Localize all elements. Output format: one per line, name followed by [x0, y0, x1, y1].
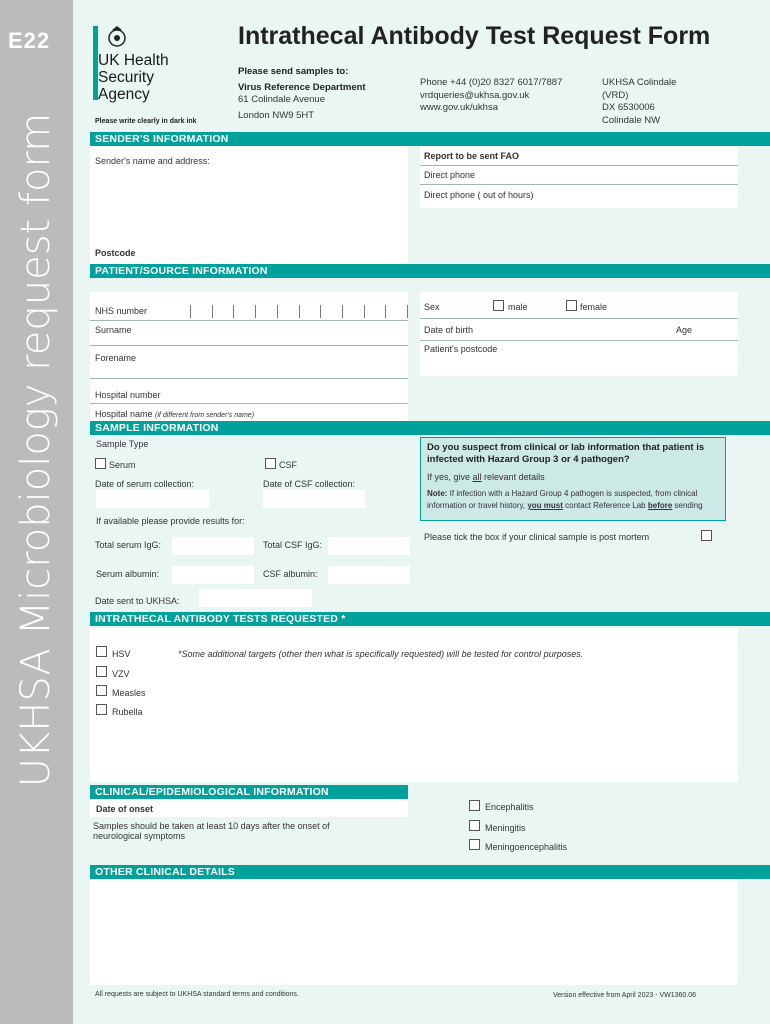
colindale-line-2: (VRD): [602, 89, 629, 101]
csf-albumin-field[interactable]: [328, 566, 410, 584]
agency-line-2: Security: [98, 69, 154, 86]
direct-phone-ooh-label: Direct phone ( out of hours): [424, 190, 534, 200]
surname-label: Surname: [95, 325, 132, 335]
version-text: Version effective from April 2023 - VW1360.06: [553, 992, 697, 999]
agency-line-1: UK Health: [98, 52, 169, 69]
sender-section-heading: SENDER'S INFORMATION: [90, 132, 770, 146]
csf-albumin-label: CSF albumin:: [263, 569, 318, 579]
total-serum-igg-field[interactable]: [172, 537, 254, 555]
dob-label: Date of birth: [424, 325, 474, 335]
csf-date-field[interactable]: [263, 490, 365, 508]
note-text-1: If infection with a Hazard Group 4 pathogen is suspected, from clinical information or travel history,: [427, 489, 698, 510]
agency-line-3: Agency: [98, 86, 150, 103]
hazard-yes-instructions: [427, 472, 719, 482]
date-sent-label: Date sent to UKHSA:: [95, 596, 180, 606]
meningoencephalitis-label: Meningoencephalitis: [485, 842, 568, 852]
tests-section-heading: INTRATHECAL ANTIBODY TESTS REQUESTED *: [90, 612, 770, 626]
hospital-name-label: [95, 409, 254, 419]
meningoencephalitis-checkbox[interactable]: [469, 839, 480, 850]
send-heading: Please send samples to:: [238, 66, 349, 77]
sample-section-heading: SAMPLE INFORMATION: [90, 421, 770, 435]
hazard-note: [427, 488, 719, 512]
measles-checkbox[interactable]: [96, 685, 107, 696]
csf-date-label: Date of CSF collection:: [263, 479, 356, 489]
divider: [420, 184, 738, 185]
hazard-question: Do you suspect from clinical or lab information that patient is infected with Hazard Group 3 or 4 pathogen?: [427, 442, 705, 465]
divider: [90, 403, 408, 404]
meningitis-label: Meningitis: [485, 823, 526, 833]
serum-date-label: Date of serum collection:: [95, 479, 195, 489]
note-label: Note:: [427, 489, 448, 498]
meningitis-checkbox[interactable]: [469, 820, 480, 831]
nhs-number-label: NHS number: [95, 306, 148, 316]
csf-checkbox[interactable]: [265, 458, 276, 469]
hazard-yes-pre: If yes, give: [427, 472, 473, 482]
colindale-line-1: UKHSA Colindale: [602, 77, 677, 88]
hazard-yes-all: all: [472, 472, 482, 482]
note-must: you must: [527, 501, 563, 510]
clinical-section-heading: CLINICAL/EPIDEMIOLOGICAL INFORMATION: [90, 785, 408, 799]
rubella-label: Rubella: [112, 707, 143, 717]
onset-date-label: Date of onset: [96, 804, 154, 814]
measles-label: Measles: [112, 688, 146, 698]
hazard-yes-post: relevant details: [481, 472, 545, 482]
results-label: If available please provide results for:: [96, 516, 245, 526]
patient-postcode-label: Patient's postcode: [424, 344, 498, 354]
age-label: Age: [676, 325, 693, 335]
address-line-1: 61 Colindale Avenue: [238, 94, 325, 105]
page-title: Intrathecal Antibody Test Request Form: [238, 22, 711, 50]
hospital-number-label: Hospital number: [95, 390, 161, 400]
total-csf-igg-label: Total CSF IgG:: [263, 540, 323, 550]
nhs-number-input[interactable]: [190, 305, 408, 318]
post-mortem-label: Please tick the box if your clinical sample is post mortem: [424, 532, 650, 542]
sample-type-label: Sample Type: [96, 439, 149, 449]
divider: [90, 320, 408, 321]
agency-name: [98, 52, 169, 103]
post-mortem-checkbox[interactable]: [701, 530, 712, 541]
rubella-checkbox[interactable]: [96, 704, 107, 715]
divider: [420, 165, 738, 166]
phone-text: Phone +44 (0)20 8327 6017/7887: [420, 77, 563, 88]
male-label: male: [508, 302, 528, 312]
department-name: Virus Reference Department: [238, 82, 366, 93]
csf-label: CSF: [279, 460, 297, 470]
serum-date-field[interactable]: [96, 490, 209, 508]
hsv-checkbox[interactable]: [96, 646, 107, 657]
serum-albumin-label: Serum albumin:: [96, 569, 160, 579]
serum-albumin-field[interactable]: [172, 566, 254, 584]
address-line-2: London NW9 5HT: [238, 110, 315, 121]
divider: [420, 318, 738, 319]
clear-ink-note: Please write clearly in dark ink: [95, 118, 197, 125]
vzv-label: VZV: [112, 669, 130, 679]
encephalitis-checkbox[interactable]: [469, 800, 480, 811]
colindale-block: [602, 77, 676, 127]
encephalitis-label: Encephalitis: [485, 802, 534, 812]
tests-note: *Some additional targets (other then what is specifically requested) will be tested for control purposes.: [178, 649, 584, 659]
sidebar: [0, 0, 73, 1024]
onset-note-2: neurological symptoms: [93, 831, 186, 841]
hsv-label: HSV: [112, 649, 131, 659]
royal-crest-icon: [104, 24, 130, 50]
sex-label: Sex: [424, 302, 440, 312]
divider: [420, 340, 738, 341]
note-text-2: contact Reference Lab: [562, 501, 648, 510]
note-text-3: sending: [672, 501, 703, 510]
male-checkbox[interactable]: [493, 300, 504, 311]
divider: [90, 345, 408, 346]
hazard-group-box[interactable]: [420, 437, 726, 521]
hospital-name-note: (if different from sender's name): [155, 412, 255, 419]
web-link[interactable]: www.gov.uk/ukhsa: [420, 102, 498, 113]
female-label: female: [580, 302, 608, 312]
female-checkbox[interactable]: [566, 300, 577, 311]
total-csf-igg-field[interactable]: [328, 537, 410, 555]
hospital-name-text: Hospital name: [95, 409, 153, 419]
fao-label: Report to be sent FAO: [424, 151, 520, 161]
total-serum-igg-label: Total serum IgG:: [95, 540, 162, 550]
divider: [90, 378, 408, 379]
direct-phone-label: Direct phone: [424, 170, 476, 180]
other-section-heading: OTHER CLINICAL DETAILS: [90, 865, 770, 879]
date-sent-field[interactable]: [199, 589, 312, 607]
postcode-label: Postcode: [95, 248, 136, 258]
forename-label: Forename: [95, 353, 137, 363]
sender-name-label: Sender's name and address:: [95, 156, 210, 166]
note-before: before: [647, 501, 673, 510]
patient-section-heading: PATIENT/SOURCE INFORMATION: [90, 264, 770, 278]
email-link[interactable]: vrdqueries@ukhsa.gov.uk: [420, 89, 530, 101]
contact-block: [420, 77, 562, 115]
colindale-line-4: Colindale NW: [602, 114, 661, 126]
serum-checkbox[interactable]: [95, 458, 106, 469]
serum-label: Serum: [109, 460, 136, 470]
vertical-form-title: UKHSA Microbiology request form: [13, 112, 59, 788]
colindale-line-3: DX 6530006: [602, 102, 655, 113]
terms-text: All requests are subject to UKHSA standard terms and conditions.: [95, 991, 299, 998]
form-code: E22: [8, 28, 51, 53]
other-details-field[interactable]: [90, 879, 738, 985]
onset-note-1: Samples should be taken at least 10 days after the onset of: [93, 821, 330, 831]
vzv-checkbox[interactable]: [96, 666, 107, 677]
